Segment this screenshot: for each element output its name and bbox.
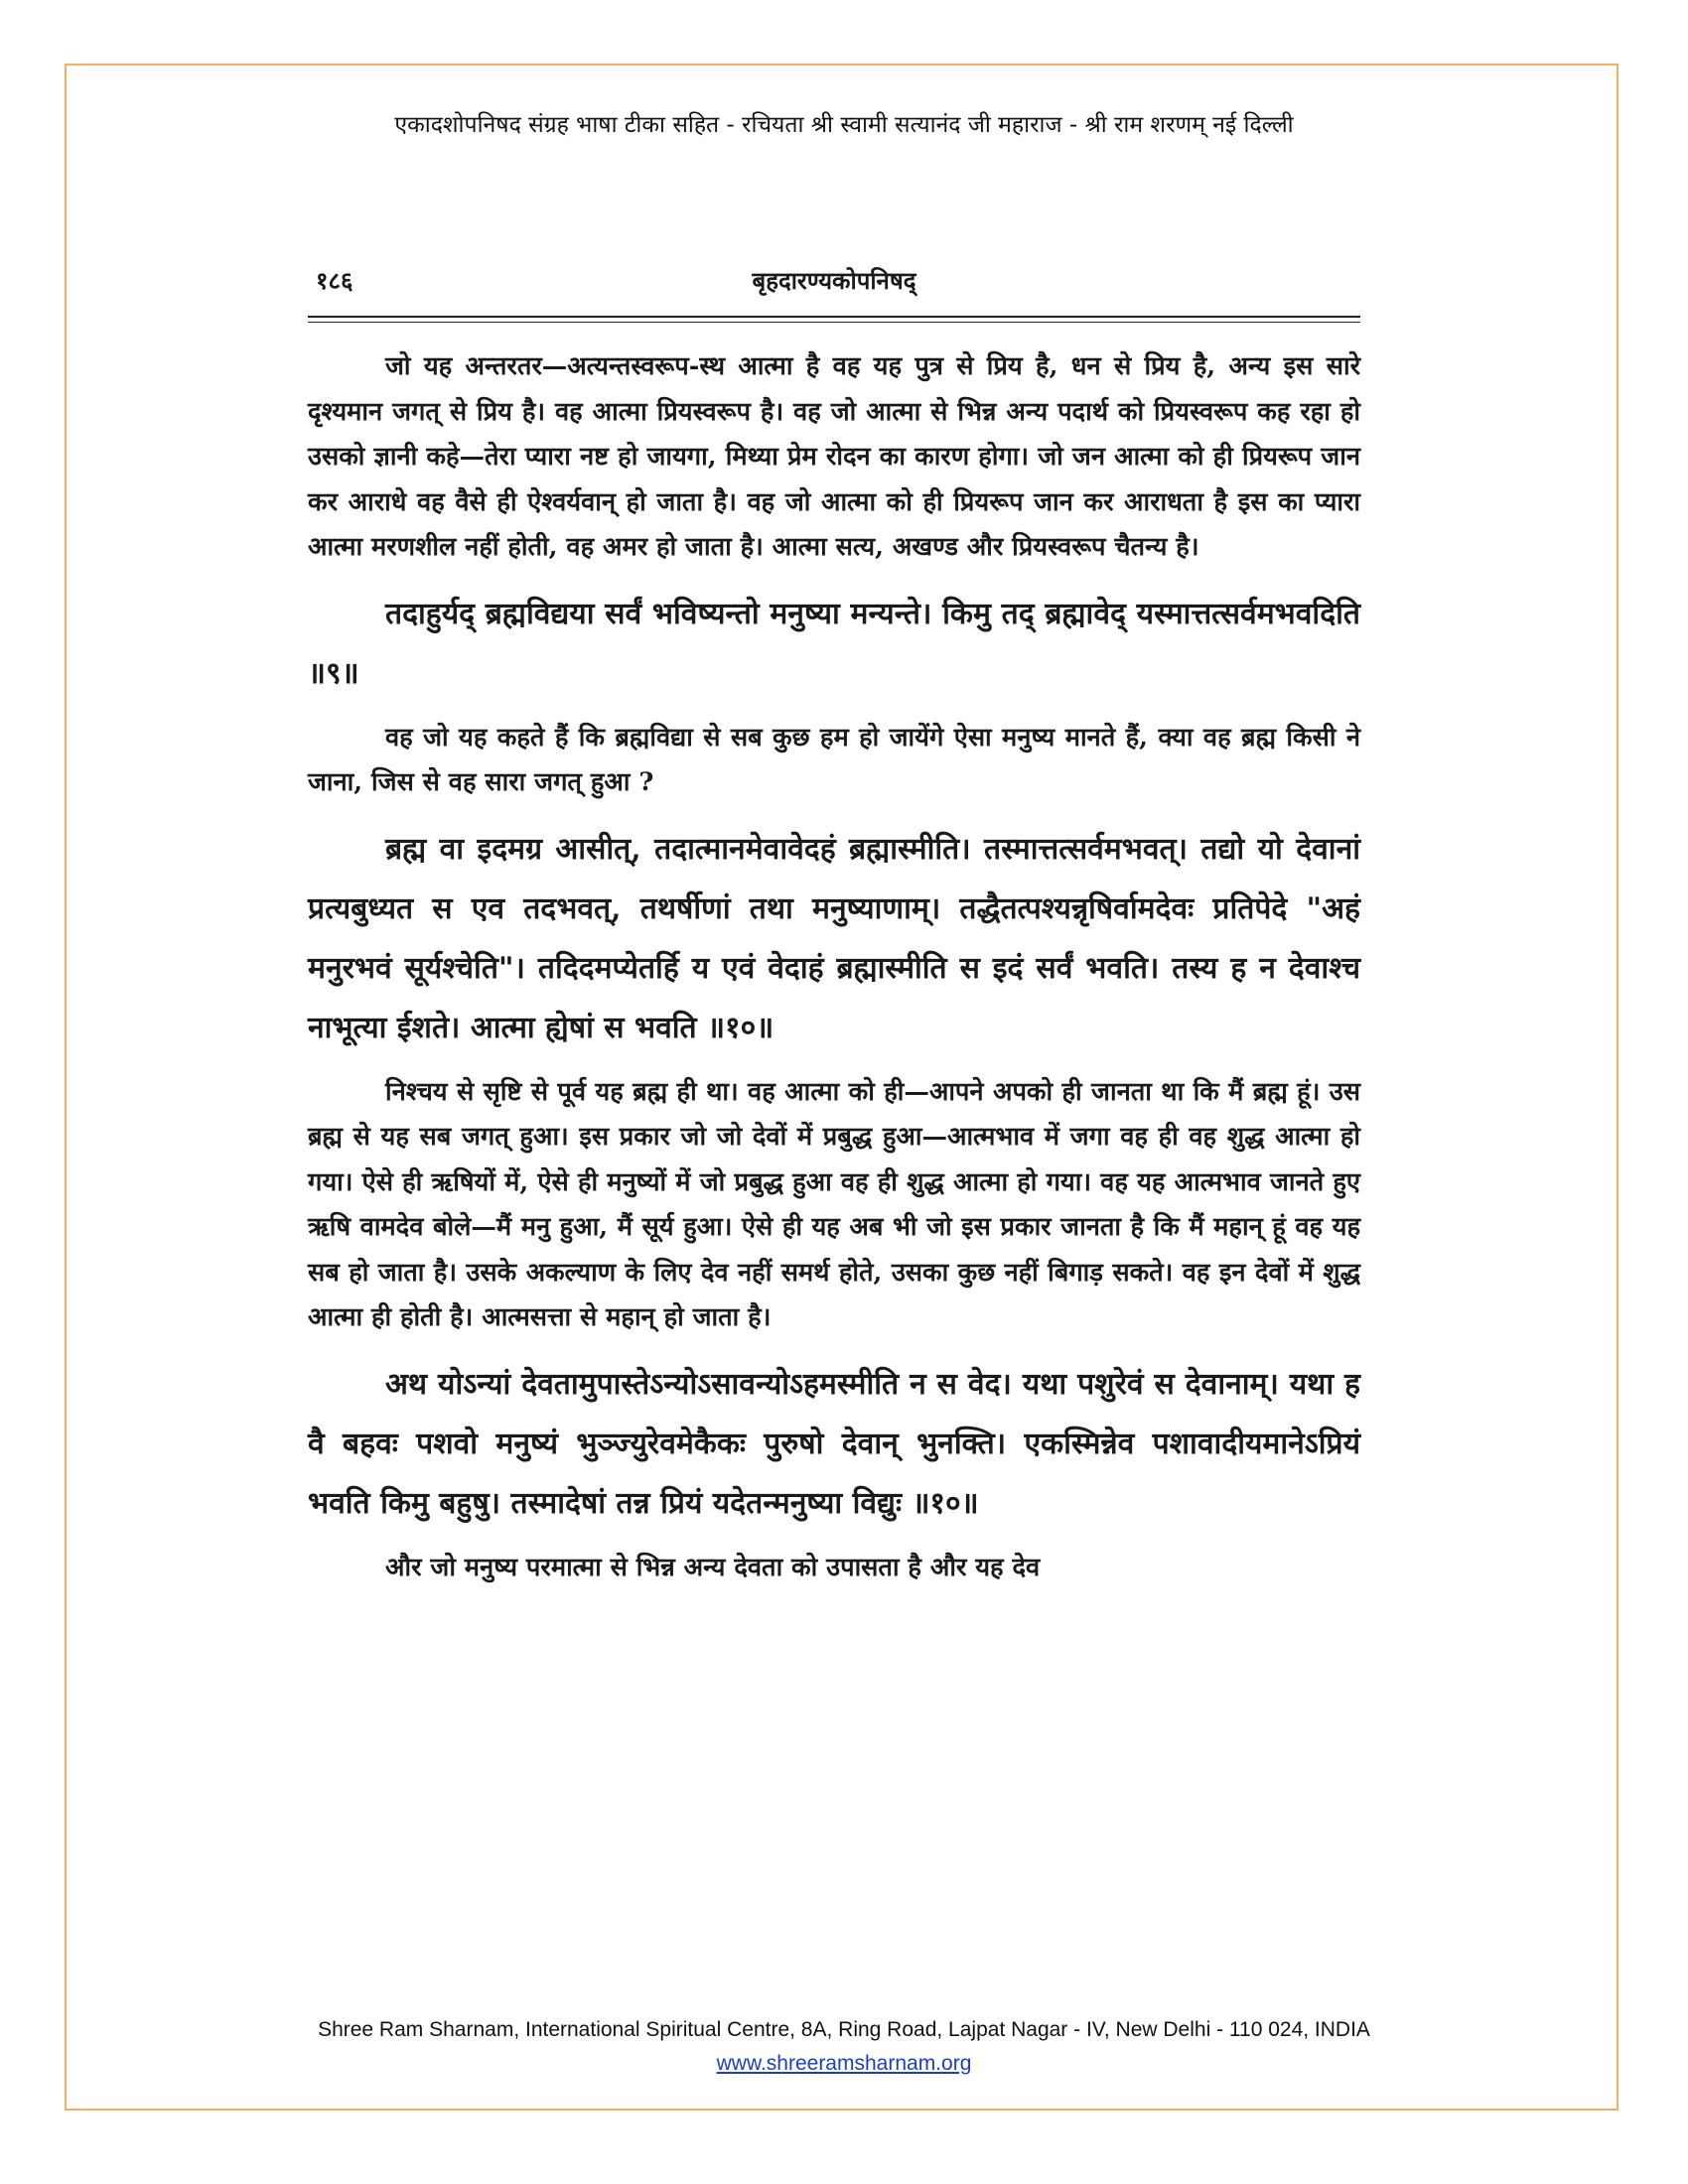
footer-address: Shree Ram Sharnam, International Spiritual Centre, 8A, Ring Road, Lajpat Nagar - IV, New Delhi - 110 024, INDIA — [318, 2018, 1370, 2041]
commentary-paragraph-4: और जो मनुष्य परमात्मा से भिन्न अन्य देवता को उपासता है और यह देव — [385, 1552, 1041, 1582]
page-running-head — [308, 256, 1360, 316]
header-rule-thin — [308, 322, 1360, 323]
commentary-paragraph-2: वह जो यह कहते हैं कि ब्रह्मविद्या से सब कुछ हम हो जायेंगे ऐसा मनुष्य मानते हैं, क्या वह ब्रह्म किसी ने जाना, जिस से वह सारा जगत् हुआ ? — [308, 722, 1360, 797]
commentary-paragraph-3: निश्चय से सृष्टि से पूर्व यह ब्रह्म ही था। वह आत्मा को ही—आपने अपको ही जानता था कि मैं ब्रह्म हूं। उस ब्रह्म से यह सब जगत् हुआ। इस प्रकार जो जो देवों में प्रबुद्ध हुआ—आत्मभाव में जगा वह ही वह शुद्ध आत्मा हो गया। ऐसे ही ऋषियों में, ऐसे ही मनुष्यों में जो प्रबुद्ध हुआ वह ही शुद्ध आत्मा हो गया। वह यह आत्मभाव जानते हुए ऋषि वामदेव बोले—मैं मनु हुआ, मैं सूर्य हुआ। ऐसे ही यह अब भी जो इस प्रकार जानता है कि मैं महान् हूं वह यह सब हो जाता है। उसके अकल्याण के लिए देव नहीं समर्थ होते, उसका कुछ नहीं बिगाड़ सकते। वह इन देवों में शुद्ध आत्मा ही होती है। आत्मसत्ता से महान् हो जाता है। — [308, 1076, 1361, 1332]
page-number: १८६ — [316, 266, 353, 295]
document-header: एकादशोपनिषद संग्रह भाषा टीका सहित - रचियता श्री स्वामी सत्यानंद जी महाराज - श्री राम शरणम् नई दिल्ली — [394, 112, 1294, 138]
scanned-page — [308, 256, 1360, 1956]
sanskrit-verse-1: तदाहुर्यद् ब्रह्मविद्यया सर्वं भविष्यन्तो मनुष्या मन्यन्ते। किमु तद् ब्रह्मावेद् यस्मात्तत्सर्वमभवदिति ॥९॥ — [308, 596, 1360, 691]
header-rule — [308, 316, 1360, 318]
sanskrit-verse-3: अथ योऽन्यां देवतामुपास्तेऽन्योऽसावन्योऽहमस्मीति न स वेद। यथा पशुरेवं स देवानाम्। यथा ह वै बहवः पशवो मनुष्यं भुञ्ज्युरेवमेकैकः पुरुषो देवान् भुनक्ति। एकस्मिन्नेव पशावादीयमानेऽप्रियं भवति किमु बहुषु। तस्मादेषां तन्न प्रियं यदेतन्मनुष्या विद्युः ॥१०॥ — [308, 1366, 1360, 1521]
commentary-paragraph-1: जो यह अन्तरतर—अत्यन्तस्वरूप-स्थ आत्मा है वह यह पुत्र से प्रिय है, धन से प्रिय है, अन्य इस सारे दृश्यमान जगत् से प्रिय है। वह आत्मा प्रियस्वरूप है। वह जो आत्मा से भिन्न अन्य पदार्थ को प्रियस्वरूप कह रहा हो उसको ज्ञानी कहे—तेरा प्यारा नष्ट हो जायगा, मिथ्या प्रेम रोदन का कारण होगा। जो जन आत्मा को ही प्रियरूप जान कर आराधे वह वैसे ही ऐश्वर्यवान् हो जाता है। वह जो आत्मा को ही प्रियरूप जान कर आराधता है इस का प्यारा आत्मा मरणशील नहीं होती, वह अमर हो जाता है। आत्मा सत्य, अखण्ड और प्रियस्वरूप चैतन्य है। — [308, 351, 1360, 562]
sanskrit-verse-2: ब्रह्म वा इदमग्र आसीत्, तदात्मानमेवावेदहं ब्रह्मास्मीति। तस्मात्तत्सर्वमभवत्। तद्यो यो देवानां प्रत्यबुध्यत स एव तदभवत्, तथर्षीणां तथा मनुष्याणाम्। तद्धैतत्पश्यन्नृषिर्वामदेवः प्रतिपेदे "अहं मनुरभवं सूर्यश्चेति"। तदिदमप्येतर्हि य एवं वेदाहं ब्रह्मास्मीति स इदं सर्वं भवति। तस्य ह न देवाश्च नाभूत्या ईशते। आत्मा ह्येषां स भवति ॥१०॥ — [308, 831, 1360, 1045]
footer-website — [0, 2052, 1688, 2076]
website-link[interactable]: www.shreeramsharnam.org — [716, 2052, 972, 2075]
page-title: बृहदारण्यकोपनिषद् — [752, 266, 916, 295]
